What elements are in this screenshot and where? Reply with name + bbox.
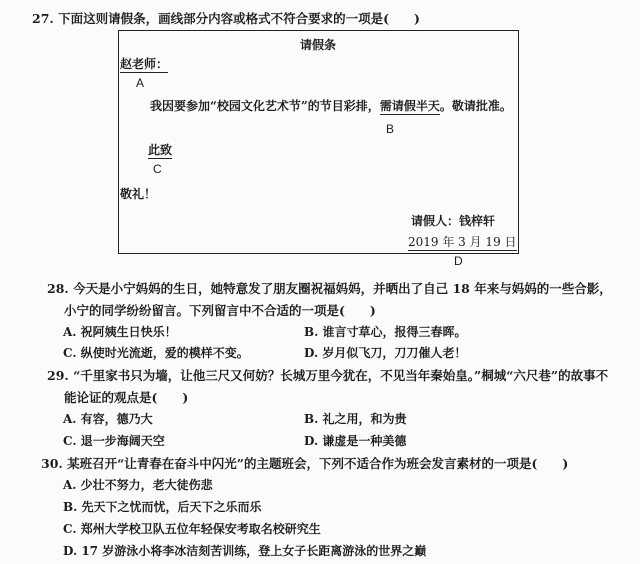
q28-option-b: B. 谁言寸草心，报得三春晖。	[304, 325, 467, 339]
q29-stem-line-1: 29. “千里家书只为墙，让他三尺又何妨？长城万里今犹在，不见当年秦始皇。”桐城“六尺巷”的故事不	[47, 368, 609, 383]
q29-option-a: A. 有容，德乃大	[63, 412, 153, 426]
q28-option-d: D. 岁月似飞刀，刀刀催人老！	[304, 346, 467, 360]
note-salutation-text: 赵老师：	[120, 57, 169, 71]
q28-option-a: A. 祝阿姨生日快乐！	[63, 325, 177, 339]
note-label-b: B	[386, 122, 395, 136]
q30-stem: 30. 某班召开“让青春在奋斗中闪光”的主题班会，下列不适合作为班会发言素材的一项是( )	[41, 456, 569, 471]
note-body	[150, 97, 512, 114]
q30-option-c: C. 郑州大学校卫队五位年轻保安考取名校研究生	[63, 522, 321, 536]
note-closing-1-text: 此致	[148, 143, 173, 157]
note-closing-1	[148, 141, 172, 158]
q30-option-a: A. 少壮不努力，老大徒伤悲	[63, 478, 213, 492]
q28-stem-line-1: 28. 今天是小宁妈妈的生日，她特意发了朋友圈祝福妈妈，并晒出了自己 18 年来与妈妈的一些合影，	[47, 281, 612, 296]
note-body-pre: 我因要参加“校园文化艺术节”的节目彩排，	[150, 99, 380, 113]
q29-option-b: B. 礼之用，和为贵	[304, 412, 407, 426]
note-signer: 请假人：钱梓轩	[411, 214, 496, 228]
note-label-d: D	[454, 254, 463, 268]
note-date	[408, 233, 517, 250]
q28-option-c: C. 纵使时光流逝，爱的模样不变。	[63, 346, 249, 360]
note-label-a: A	[136, 76, 145, 90]
note-body-post: 。敬请批准。	[439, 99, 512, 113]
note-title: 请假条	[300, 38, 337, 52]
q30-option-b: B. 先天下之忧而忧，后天下之乐而乐	[63, 500, 262, 514]
q29-stem-line-2: 能论证的观点是( )	[64, 390, 189, 405]
note-salutation	[120, 55, 168, 72]
q30-option-d: D. 17 岁游泳小将李冰洁刻苦训练，登上女子长距离游泳的世界之巅	[63, 544, 427, 558]
q27-stem: 27. 下面这则请假条，画线部分内容或格式不符合要求的一项是( )	[32, 11, 420, 26]
note-date-text: 2019 年 3 月 19 日	[408, 235, 517, 249]
note-label-c: C	[153, 162, 162, 176]
q29-option-d: D. 谦虚是一种美德	[304, 434, 407, 448]
q28-stem-line-2: 小宁的同学纷纷留言。下列留言中不合适的一项是( )	[64, 303, 376, 318]
note-body-underlined: 需请假半天	[379, 99, 440, 113]
note-closing-2: 敬礼！	[120, 187, 157, 201]
q29-option-c: C. 退一步海阔天空	[63, 434, 165, 448]
